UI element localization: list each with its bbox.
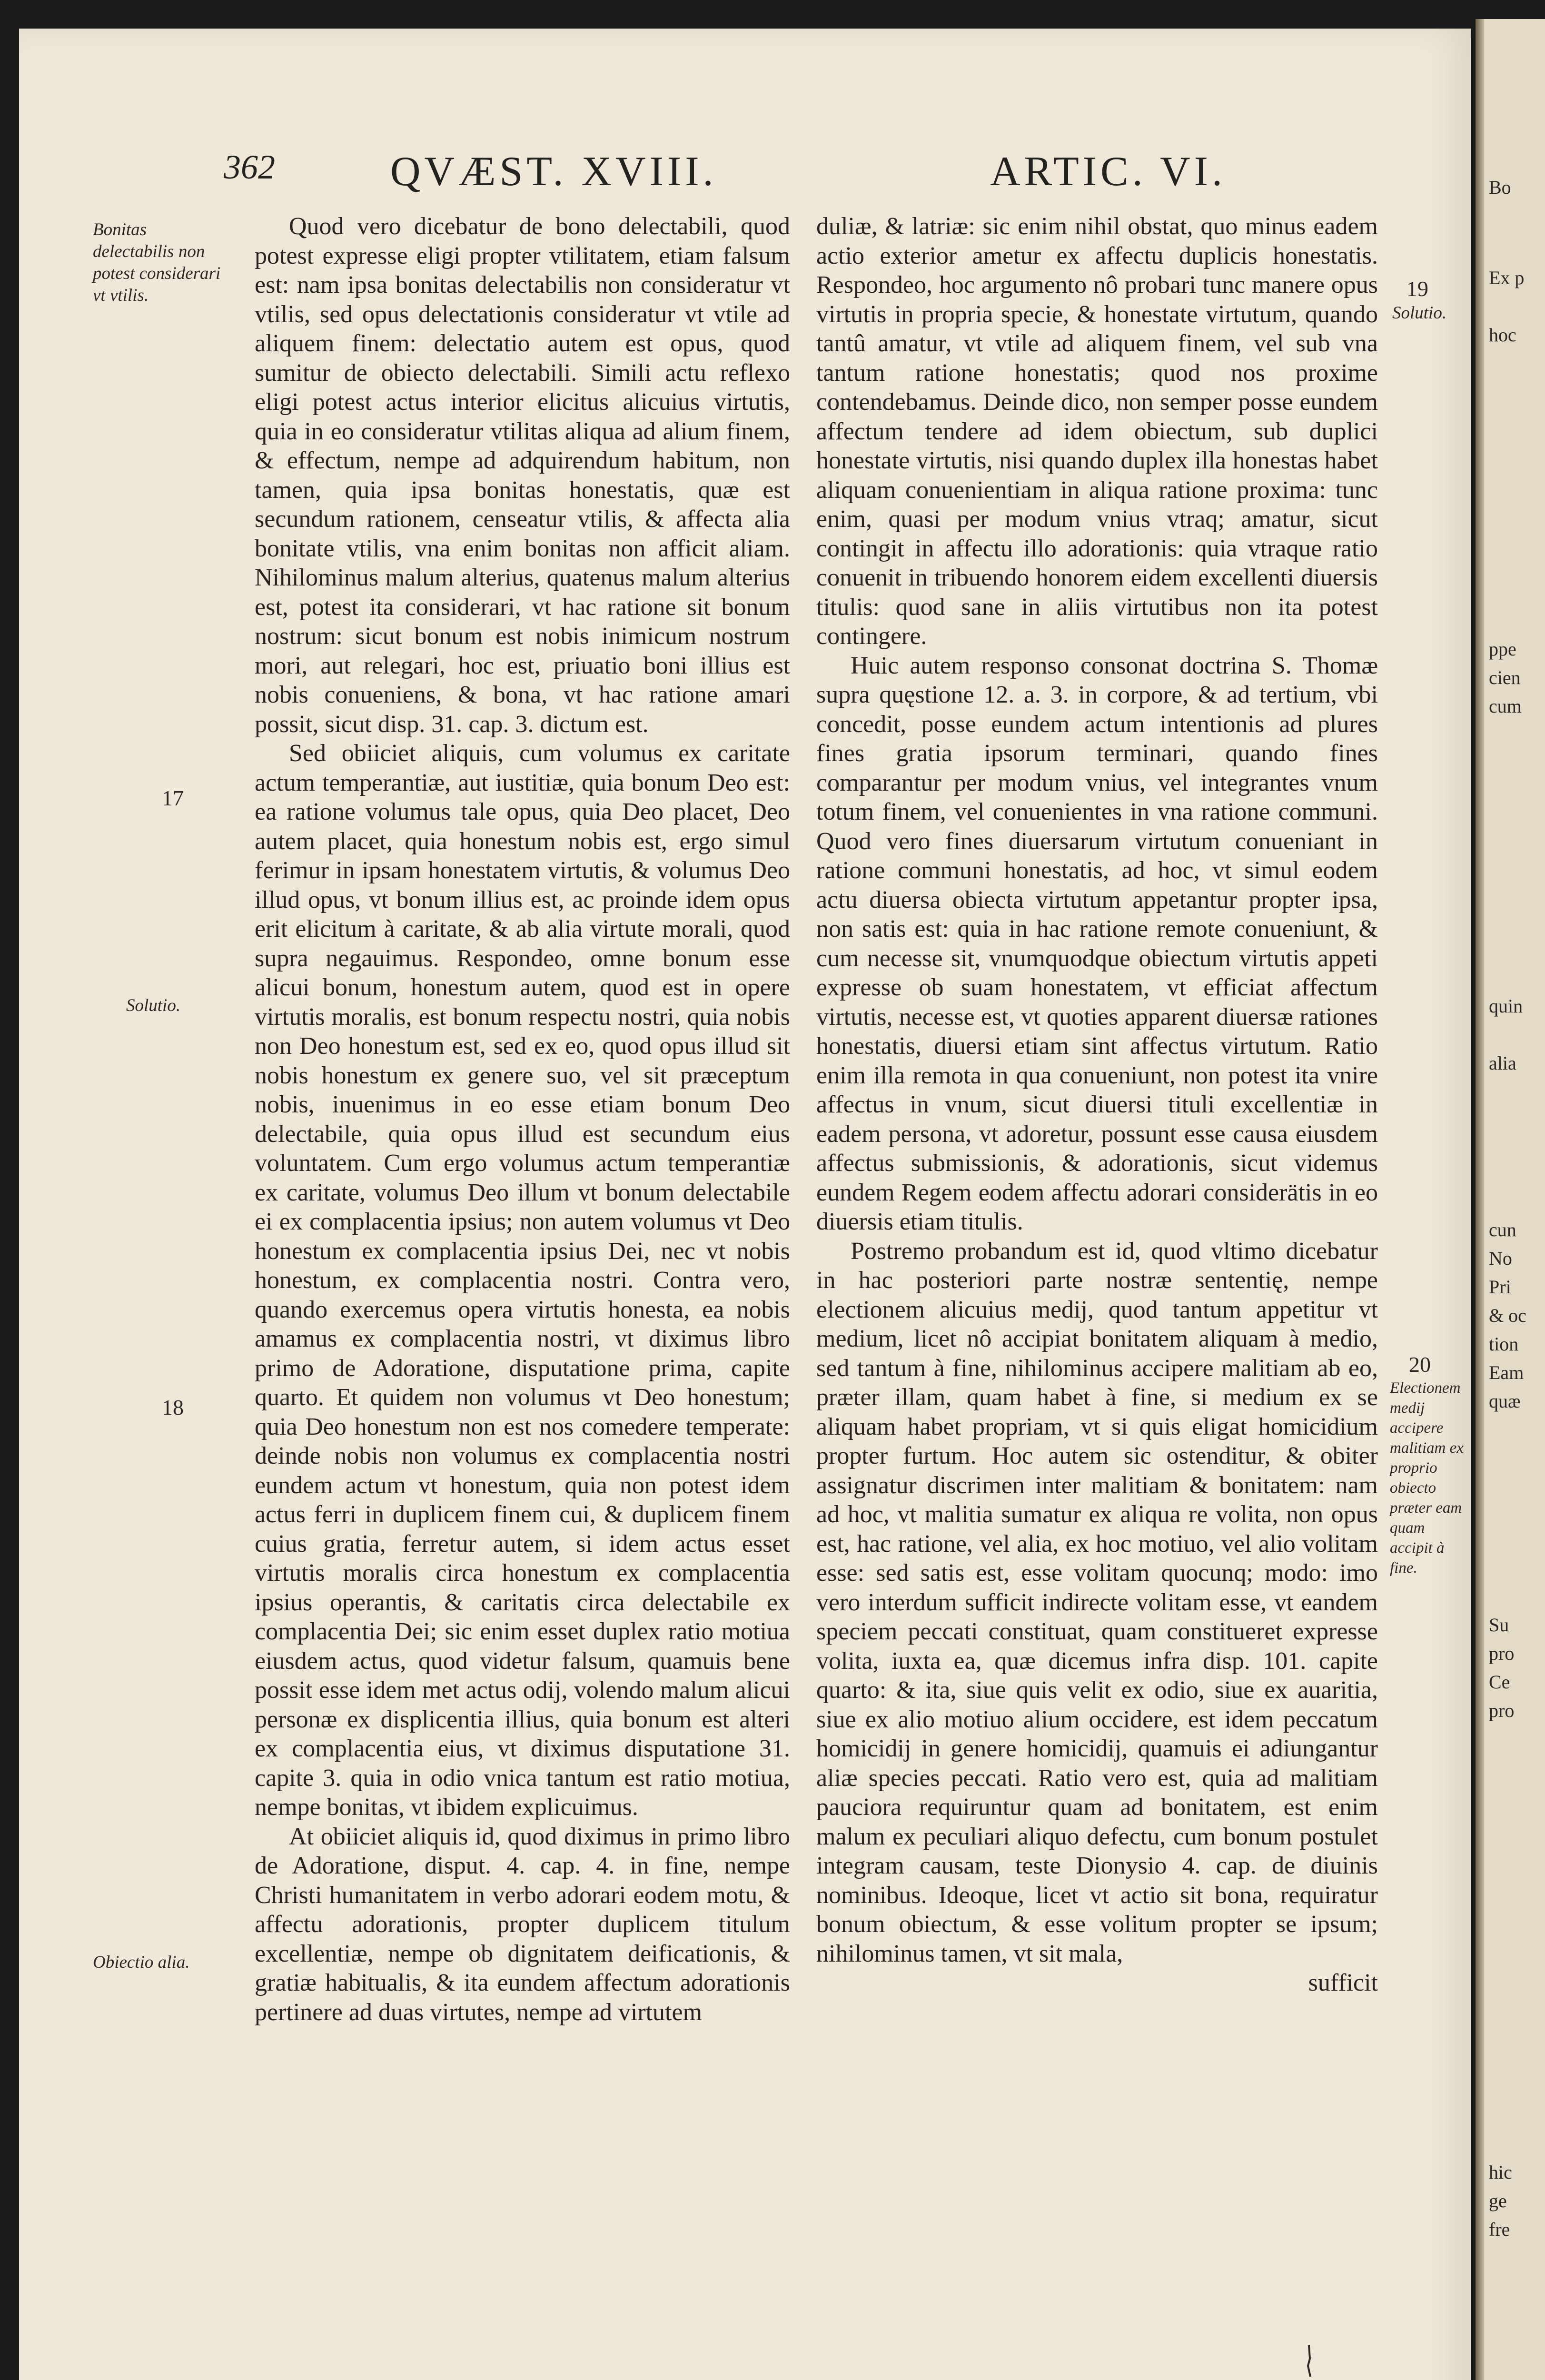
fragment-text: pro (1489, 1700, 1515, 1721)
text-paragraph: At obiiciet aliquis id, quod diximus in primo libro de Adoratione, disput. 4. cap. 4. in fine, nempe Christi humanitatem in verbo adorari eodem motu, & affectu adorationis, propter duplicem titulum excellentiæ, nempe ob dignitatem deificationis, & gratiæ habitualis, & ita eundem affectum adorationis pertinere ad duas virtutes, nempe ad virtutem (255, 1823, 790, 2026)
paragraph-number-18: 18 (162, 1395, 184, 1419)
fragment-text: Pri (1489, 1276, 1511, 1298)
text-paragraph: Postremo probandum est id, quod vltimo dicebatur in hac posteriori parte nostræ sententię, nempe electionem alicuius medij, quod tantum appetitur vt medium, licet nô accipiat bonitatem aliquam à medio, sed tantum à fine, nihilominus accipere malitiam ab eo, præter illam, quam habet à fine, si medium ex se aliquam habet propriam, vt si quis eligat homicidium propter furtum. Hoc autem sic ostenditur, & obiter assignatur discrimen inter malitiam & bonitatem: nam ad hoc, vt malitia sumatur ex aliqua re volita, non opus est, hac ratione, vel alia, ex hoc motiuo, vel alio volitam esse: sed satis est, esse volitam quocunq; modo: imo vero interdum sufficit indirecte volitam esse, vt eandem speciem peccati constituat, quam constitueret expresse volita, iuxta ea, quæ dicemus infra disp. 101. capite quarto: & ita, siue quis velit ex odio, siue ex auaritia, siue ex alio motiuo alium occidere, est idem peccatum homicidij in genere homicidij, quamuis ei adiungantur aliæ species peccati. Ratio vero est, quia ad malitiam pauciora requiruntur quam ad bonitatem, est enim malum ex peculiari aliquo defectu, cum bonum postulet integram causam, teste Dionysio 4. cap. de diuinis nominibus. Ideoque, licet vt actio sit bona, requiratur bonum obiectum, & esse volitum propter se ipsum; nihilominus tamen, vt sit mala, (816, 1237, 1378, 1967)
margin-note-electionem: Electionem medij accipere malitiam ex proprio obiecto præter eam quam accipit à fine. (1390, 1379, 1464, 1577)
article-heading: ARTIC. VI. (990, 149, 1226, 195)
margin-note-solutio-right: Solutio. (1392, 303, 1447, 323)
text-paragraph: Quod vero dicebatur de bono delectabili, quod potest expresse eligi propter vtilitatem, etiam falsum est: nam ipsa bonitas delectabilis non consideratur vt vtilis, sed opus delectationis consideratur vt vtile ad aliquem finem: delectatio autem est opus, quod sumitur de obiecto delectabili. Simili actu reflexo eligi potest actus interior elicitus alicuius virtutis, quia in eo consideratur vtilitas aliqua ad alium finem, & effectum, nempe ad adquirendum habitum, non tamen, quia ipsa bonitas honestatis, quæ est secundum rationem, censeatur vtilis, & affecta alia bonitate vtilis, vna enim bonitas non afficit aliam. Nihilominus malum alterius, quatenus malum alterius est, potest ita considerari, vt hac ratione sit bonum nostrum: sicut bonum est nobis inimicum nostrum mori, aut relegari, hoc est, priuatio boni illius est nobis conueniens, & bona, vt hac ratione amari possit, sicut disp. 31. cap. 3. dictum est. (255, 213, 790, 738)
fragment-text: pro (1489, 1643, 1515, 1664)
paragraph-number-19: 19 (1406, 277, 1428, 301)
fragment-text: Eam (1489, 1362, 1524, 1383)
fragment-text: fre (1489, 2219, 1510, 2240)
fragment-text: & oc (1489, 1305, 1526, 1326)
text-paragraph: Huic autem responso consonat doctrina S. Thomæ supra quęstione 12. a. 3. in corpore, & ad tertium, vbi concedit, posse eundem actum intentionis ad plures fines gratia ipsorum terminari, quando fines comparantur per modum vnius, vel integrantes vnum totum finem, vel conuenientes in vna ratione communi. Quod vero fines diuersarum virtutum conueniant in ratione communi honestatis, ad hoc, vt simul eodem actu diuersa obiecta virtutum appetantur propter ipsa, non satis est: quia in hac ratione remote conueniunt, & cum necesse sit, vnumquodque obiectum virtutis appeti expresse ob suam honestatem, vt efficiat affectum virtutis, necesse est, vt quoties apparent diuersæ rationes honestatis, diuersi etiam sint affectus virtutum. Ratio enim illa remota in qua conueniunt, non potest ita vnire affectus in vnum, sicut diuersi tituli excellentiæ in eadem persona, vt adoretur, possunt esse causa eiusdem affectus submissionis, & adorationis, sicut videmus eundem Regem eodem affectu adorari considerätis in eo diuersis etiam titulis. (816, 652, 1378, 1235)
fragment-text: cum (1489, 695, 1522, 717)
fragment-text: cien (1489, 667, 1521, 688)
fragment-text: No (1489, 1248, 1512, 1269)
catchword: sufficit (1308, 1969, 1378, 1996)
fragment-text: quin (1489, 995, 1523, 1017)
running-header (19, 148, 1471, 200)
fragment-text: tion (1489, 1333, 1519, 1355)
fragment-text: hoc (1489, 324, 1516, 346)
adjacent-page-edge (1476, 19, 1545, 2380)
page-number: 362 (224, 148, 275, 186)
text-paragraph: duliæ, & latriæ: sic enim nihil obstat, quo minus eadem actio exterior ametur ex affectu duplicis honestatis. Respondeo, hoc argumento nô probari tunc manere opus virtutis in propria specie, & honestate virtutum, quando tantû amatur, vt vtile ad aliquem finem, vel sub vna tantum ratione honestatis; quod nos proxime contendebamus. Deinde dico, non semper posse eundem affectum tendere ad idem obiectum, sub duplici honestate virtutis, nisi quando duplex illa honestas habet aliquam conuenientiam in aliqua ratione proxima: tunc enim, quasi per modum vnius vtraq; amatur, sicut contingit in affectu illo adorationis: quia vtraque ratio conuenit in tribuendo honorem eidem excellenti diuersis titulis: quod sane in aliis virtutibus non ita potest contingere. (816, 213, 1378, 650)
left-text-column (255, 212, 790, 2027)
fragment-text: hic (1489, 2162, 1512, 2183)
fragment-text: alia (1489, 1052, 1516, 1074)
text-paragraph: Sed obiiciet aliquis, cum volumus ex caritate actum temperantiæ, aut iustitiæ, quia bonum Deo est: ea ratione volumus tale opus, quia Deo placet, Deo autem placet, quia honestum nobis est, ergo simul ferimur in ipsam honestatem virtutis, & volumus Deo illud opus, vt bonum illius est, ac proinde idem opus erit elicitum à caritate, & ab alia virtute morali, quod supra negauimus. Respondeo, omne bonum esse alicui bonum, honestum autem, quod est in opere virtutis moralis, est bonum respectu nostri, quia nobis non Deo honestum est, sed ex eo, quod opus illud sit nobis honestum ex genere suo, vel sit præceptum nobis, inuenimus in eo esse etiam bonum Deo delectabile, quia opus illud est secundum eius voluntatem. Cum ergo volumus actum temperantiæ ex caritate, volumus Deo illum vt bonum delectabile ei ex complacentia ipsius; non autem volumus vt Deo honestum ex complacentia ipsius Dei, nec vt nobis honestum, ex complacentia nostri. Contra vero, quando exercemus opera virtutis honesta, ea nobis amamus ex complacentia nostri, vt diximus libro primo de Adoratione, disputatione prima, capite quarto. Et quidem non volumus vt Deo honestum; quia Deo honestum non est nos comedere temperate: deinde nobis non volumus ex complacentia nostri eundem actum vt honestum, quia non potest idem actus ferri in duplicem finem cui, & duplicem finem cuius gratia, ferretur autem, si idem actus esset virtutis moralis circa honestum ex complacentia ipsius operantis, & caritatis circa delectabile ex complacentia Dei; sic enim esset duplex ratio motiua eiusdem actus, quod videtur falsum, quamuis bene possit esse idem met actus odij, volendo malum alicui personæ ex displicentia illius, quia bonum est alteri ex complacentia eius, vt diximus disputatione 31. capite 3. quia in odio vnica tantum est ratio motiua, nempe bonitas, vt ibidem explicuimus. (255, 740, 790, 1821)
margin-note-solutio-left: Solutio. (126, 996, 181, 1015)
ink-mark-icon (1304, 2344, 1314, 2378)
fragment-text: ppe (1489, 638, 1516, 660)
question-heading: QVÆST. XVIII. (390, 149, 717, 195)
fragment-text: ge (1489, 2190, 1507, 2211)
page-gutter (1476, 19, 1484, 2380)
book-page (19, 29, 1471, 2380)
fragment-text: Su (1489, 1614, 1509, 1636)
margin-note-bonitas: Bonitas delectabilis non potest considerari vt vtilis. (93, 220, 221, 305)
margin-note-obiectio: Obiectio alia. (93, 1953, 190, 1972)
fragment-text: Bo (1489, 177, 1511, 198)
paragraph-number-20: 20 (1409, 1352, 1431, 1377)
fragment-text: Ex p (1489, 267, 1525, 288)
fragment-text: quæ (1489, 1390, 1521, 1412)
fragment-text: cun (1489, 1219, 1516, 1240)
right-text-column (816, 212, 1378, 1998)
paragraph-number-17: 17 (162, 786, 184, 810)
fragment-text: Ce (1489, 1671, 1510, 1693)
